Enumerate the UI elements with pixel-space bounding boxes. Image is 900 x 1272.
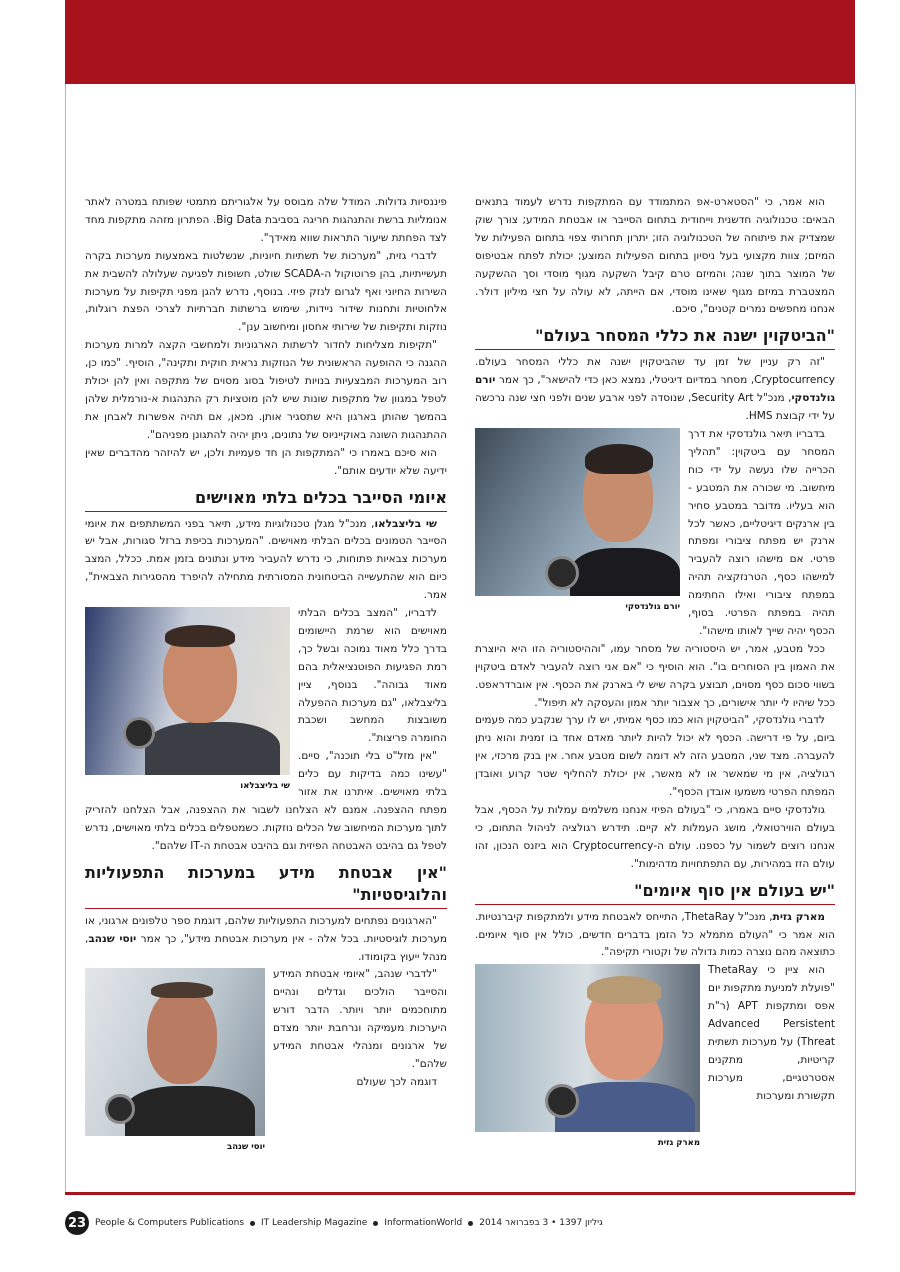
bitcoin-paragraph-3: ככל מטבע, אמר, יש היסטוריה של מסחר עמו, "וההיסטוריה הזו היא היוצרת את האמון בין הסוחרים בו". הוא הוסיף כי "אם אני רוצה להעביר לאדם ביטקוין בשווי סכום כסף מסוים, תבוצע בקרה שיש לי בארנק את הכסף. אין אוברדראפט. ככל שיהיו לי יותר אישורים, כך אצבור יותר אמון והעסקה לא תיפול". [475, 642, 835, 709]
section-heading-bitcoin: "הביטקוין ישנה את כללי המסחר בעולם" [475, 325, 835, 350]
footer-issue: גיליון 1397 • 3 בפברואר 2014 [479, 1218, 603, 1228]
photo-caption-gazit: מארק גזית [657, 1138, 700, 1149]
page-footer [65, 1210, 855, 1236]
ops-paragraph-3: דוגמה לכך שעולם [356, 1075, 437, 1088]
bitcoin-paragraph-2: בדבריו תיאר גולנדסקי את דרך המסחר עם ביטקוין: "תהליך הכרייה שלו נעשה על ידי כוח מיחשוב. מי שכורה את המטבע - הוא בעליו. מדובר במטבע סחיר בין ארנקים דיגיטליים, כאשר לכל ארנק יש מפתח ציבורי ומפתח פרטי. אם מישהו רוצה להעביר למישהו כסף, הטרנזקציה תהיה במפתח ציבורי ואילו החתימה תהיה במפתח הפרטי. בסוף, הכסף יהיה שייך לאותו מישהו". [688, 427, 835, 637]
photo-caption-blitzblau: שי בליצבלאו [240, 781, 290, 792]
page-frame-right [855, 84, 856, 1194]
header-color-band [65, 0, 855, 84]
photo-golandsky-block [475, 428, 680, 617]
photo-golandsky [475, 428, 680, 596]
intro-paragraph: הוא אמר, כי "הסטארט-אפ המתמודד עם המתקפות נדרש לעמוד בתנאים הבאים: טכנולוגיה חדשנית וייחודית בתחום הסייבר או אבטחת המידע; צורך שוק שמצדיק את פיתוחה של הטכנולוגיה הזו; יתרון תחרותי צפוי בתחום הפעילות של המיזם; צוות מקצועי בעל ניסיון בתחום הפעילות המוצע; יכולת לפתח אבטיפוס של המוצר בתוך שנה; והמיזם טרם קיבל השקעה מגוף מוסדי וסך ההשקעה המצטברת במיזם מגוף שאינו מוסדי, אם הייתה, לא עולה על חצי מיליון דולר. אנחנו מחפשים נמרים קטנים", סיכם. [475, 196, 835, 316]
speaker-name-shenhav: יוסי שנהב [88, 932, 137, 945]
photo-gazit [475, 964, 700, 1132]
right-column [475, 194, 835, 1184]
drones-paragraph-1: שי בליצבלאו, מנכ"ל מגלן טכנולוגיות מידע, תיאר בפני המשתתפים את איומי הסייבר הטמונים בכלים הבלתי מאוישים. "המערכות בכיפת ברזל סגורות, אבל יש מערכות צבאיות פתוחות, כי נדרש להעביר מידע ונתונים בזמן אמת. ככלל, המצב כיום הוא שהתעשייה הביטחונית המסורתית מתחילה להיפרד מהסגירות הצבאית", אמר. [85, 517, 447, 602]
photo-blitzblau [85, 607, 290, 775]
left-paragraph-4: הוא סיכם באמרו כי "המתקפות הן חד פעמיות ולכן, יש להיזהר מהדברים שאין ידיעה שלא יודעים אותם". [85, 446, 447, 477]
bitcoin-paragraph-4: לדברי גולנדסקי, "הביטקוין הוא כמו כסף אמיתי, יש לו ערך שנקבע כמה פעמים ביום, על פי דרישה. הכסף לא יכול להיות ליותר מאדם אחד בו זמנית והוא ניתן להעברה. מצד שני, המטבע הזה לא דומה לשום מטבע אחר. אין בנק מרכזי, אין רגולציה, אין מי שמאשר או לא מאשר, אין יכולת להחליף שטר קרוע ואובדן המפתח הפרטי משמעו אובדן הכסף". [475, 714, 835, 799]
speaker-name-golandsky: יורם גולנדסקי [475, 374, 835, 405]
threats-paragraph-2: הוא ציין כי ThetaRay "פועלת למניעת מתקפות יום אפס ומתקפות APT (ר"ת Advanced Persistent Threat) על מערכות תשתית קריטיות, מתקנים אסטרטגיים, מערכות תקשורת ומערכות [708, 964, 835, 1102]
photo-caption-shenhav: יוסי שנהב [227, 1142, 265, 1153]
left-column [85, 194, 447, 1184]
footer-site: InformationWorld [384, 1218, 463, 1228]
left-paragraph-2: לדברי גזית, "מערכות של תשתיות חיוניות, שנשלטות באמצעות מערכות בקרה תעשייתיות, בהן פרוטוקול ה-SCADA שולט, חשופות לפגיעה שעלולה להשבית את השירות החיוני ואף לגרום לנזק פיזי. בנוסף, נדרש להגן מפני תקיפות על מערכות אלחוטיות ותחנות שידור ניידות, שימוש ברשתות חברתיות לצרכי הפצת רוגלות, נוזקות ותקיפות של שירותי אחסון ומיחשוב ענן". [85, 249, 447, 334]
page-frame-left [65, 84, 66, 1194]
left-paragraph-1: פיננסיות גדולות. המודל שלה מבוסס על אלגוריתם מתמטי שפותח במטרה לאתר אנומליות ברשת והתנהגות חריגה בסביבת Big Data. הפתרון מזהה מתקפות מחד לצד הפחתת שיעור התראות שווא מאידך". [85, 196, 447, 244]
drones-paragraph-2: לדבריו, "המצב בכלים הבלתי מאוישים הוא שרמת היישומים בדרך כלל מאוד נמוכה ובשל כך, רמת הפגיעות הפוטנציאלית בהם מאוד גבוהה". בנוסף, ציין בליצבלאו, "גם מערכות ההפעלה משובצות המחשב ושכבת החומרה פריצות". [298, 607, 447, 745]
footer-magazine: IT Leadership Magazine [261, 1218, 368, 1228]
threats-paragraph-1: מארק גזית, מנכ"ל ThetaRay, התייחס לאבטחת מידע ולמתקפות קיברנטיות. הוא אמר כי "העולם מתמלא כל הזמן בדברים חדשים, כולל אין סוף איומים. כתוצאה מהם נוצרה כמות גדולה של וקטורי תקיפה". [475, 910, 835, 959]
speaker-name-gazit: מארק גזית [772, 910, 825, 923]
photo-blitzblau-block [85, 607, 290, 796]
section-heading-threats: "יש בעולם אין סוף איומים" [475, 880, 835, 905]
footer-rule [65, 1192, 855, 1195]
section-heading-operations: "אין אבטחת מידע במערכות התפעוליות והלוגיסטיות" [85, 862, 447, 909]
left-paragraph-3: "תקיפות מצליחות לחדור לרשתות הארגוניות ולמחשבי הקצה למרות מערכות ההגנה כי ההופעה הראשונית של הנוזקות נראית חוקית ותקינה", הוסיף. "כמו כן, רוב המערכות המבצעיות בנויות לטיפול בסוג מסוים של מתקפה ואין להן יכולת לטפל במגוון של מתקפות שונות שיש להן מוטציות רק התנהגות א-נורמלית שלהן בהמשך שהותן בארגון היא שתסגיר אותן. מכאן, אם תהיה אפשרות לאבחן את ההתנהגות השונה באוקייניוס של נתונים, ניתן יהיה להתגונן מפניהם". [85, 339, 447, 441]
bitcoin-paragraph-1: "זה רק עניין של זמן עד שהביטקוין ישנה את כללי המסחר בעולם. Cryptocurrency, מסחר במדיום דיגיטלי, נמצא כאן כדי להישאר", כך אמר יורם גולנדסקי, מנכ"ל Security Art, שנוסדה לפני ארבע שנים ולפני חצי שנה נרכשה על ידי קבוצת HMS. [475, 356, 835, 423]
photo-shenhav-block [85, 968, 265, 1157]
bullet-icon [373, 1221, 378, 1226]
speaker-name-blitzblau: שי בליצבלאו [374, 517, 437, 530]
footer-publisher: People & Computers Publications [95, 1218, 245, 1228]
photo-gazit-block [475, 964, 700, 1153]
ops-paragraph-1: "הארגונים נפתחים למערכות התפעוליות שלהם, דוגמת ספר טלפונים ארגוני, או מערכות לוגיסטיות. בכל אלה - אין מערכות אבטחת מידע", כך אמר יוסי שנהב, מנהל ייעוץ בקומודו. [85, 914, 447, 963]
ops-paragraph-2: "לדברי שנהב, "איומי אבטחת המידע והסייבר הולכים וגדלים ונהיים מתוחכמים יותר ויותר. הדבר דורש היערכות מעמיקה ונרחבת יותר מצדם של ארגונים ומנהלי אבטחת המידע שלהם". [273, 968, 447, 1070]
photo-shenhav [85, 968, 265, 1136]
drones-paragraph-3: "אין מזל"ט בלי תוכנה", סיים. "עשינו כמה בדיקות עם כלים בלתי מאוישים. איתרנו את אזור מפתח ההצפנה. אמנם לא הצלחנו לשבור את ההצפנה, אבל הצלחנו להזריק לתוך מערכות המיחשוב של הכלים נוזקות. כשמטפלים בכלים בלתי מאוישים, נדרש לטפל גם בהיבט האבטחה הפיזית וגם בהיבט אבטחת ה-IT שלהם". [85, 750, 447, 852]
bullet-icon [250, 1221, 255, 1226]
page-number: 23 [65, 1211, 89, 1235]
photo-caption-golandsky: יורם גולנדסקי [625, 601, 680, 612]
bitcoin-paragraph-5: גולנדסקי סיים באמרו, כי "בעולם הפיזי אנחנו משלמים עמלות על הכסף, אבל בעולם הווירטואלי, מושג העמלות לא קיים. תידרש רגולציה לניהול התחום, כי אנחנו רוצים לשמור על כספנו. עולם ה-Cryptocurrency הוא ביזנס הנכון, זהו עולם הזז במהירות, עם התפתחויות מדהימות". [475, 804, 835, 870]
section-heading-drones: איומי הסייבר בכלים בלתי מאוישים [85, 487, 447, 512]
bullet-icon [468, 1221, 473, 1226]
